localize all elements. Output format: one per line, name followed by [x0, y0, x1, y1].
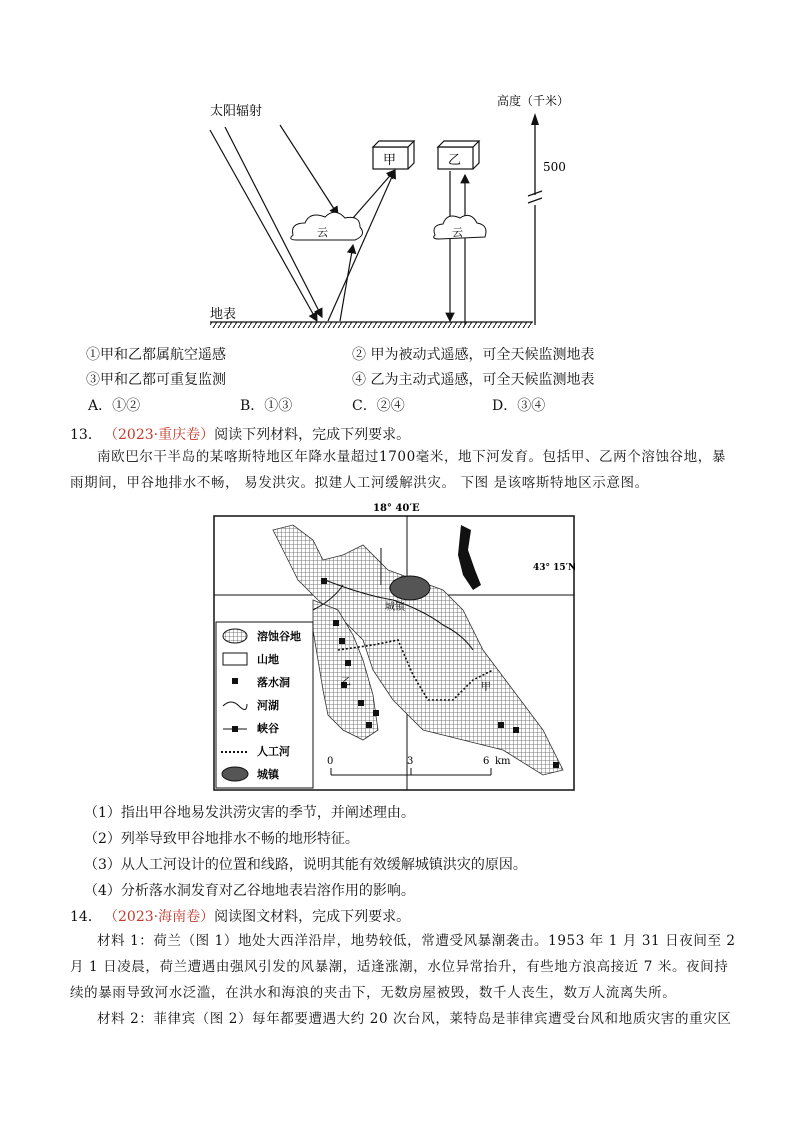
q14-material-2: 材料 2：菲律宾（图 2）每年都要遭遇大约 20 次台风，莱特岛是菲律宾遭受台风和地质灾害的重灾区: [97, 1011, 732, 1027]
height-scale-value: 500: [543, 160, 566, 174]
q14-material-1: 材料 1：荷兰（图 1）地处大西洋沿岸，地势较低，常遭受风暴潮袭击。1953 年 1 月 31 日夜间至 2 月 1 日凌晨，荷兰遭遇由强风引发的风暴潮，适逢涨潮，水位异常抬升，有些地方浪高接近 7 米。夜间持续的暴雨导致河水泛滥，在洪水和海浪的夹击下，无数房屋被毁，数千人丧生，数万人流离失所。: [70, 933, 736, 1001]
legend-karst-valley: 溶蚀谷地: [257, 630, 301, 643]
option-d[interactable]: D．③④: [492, 398, 546, 414]
cloud-right: [434, 215, 486, 239]
karst-map: [213, 500, 575, 792]
subquestion-3: （3）从人工河设计的位置和线路，说明其能有效缓解城镇洪灾的原因。: [84, 857, 527, 873]
subquestion-1: （1）指出甲谷地易发洪涝灾害的季节，并阐述理由。: [84, 805, 415, 821]
option-a[interactable]: A．①②: [88, 398, 141, 414]
legend-river-lake: 河湖: [257, 699, 279, 712]
subquestion-2: （2）列举导致甲谷地排水不畅的地形特征。: [84, 831, 359, 847]
satellite-yi: [438, 141, 479, 169]
svg-text:km: km: [495, 756, 511, 767]
solar-radiation-label: 太阳辐射: [210, 104, 263, 119]
svg-text:云: 云: [317, 226, 328, 239]
statement-2: ② 甲为被动式遥感，可全天候监测地表: [352, 347, 595, 363]
question-14-header: [70, 906, 410, 928]
town-label: 城镇: [385, 602, 405, 613]
ground-label: 地表: [210, 307, 237, 322]
svg-text:6: 6: [483, 756, 490, 767]
question-instruction: 阅读下列材料，完成下列要求。: [214, 427, 411, 443]
subquestion-4: （4）分析落水洞发育对乙谷地地表岩溶作用的影响。: [84, 883, 415, 899]
question-source: （2023·海南卷）: [104, 909, 215, 925]
svg-text:云: 云: [452, 226, 463, 239]
latitude-label: 43° 15′N: [533, 563, 575, 573]
longitude-label: 18° 40′E: [373, 503, 420, 514]
legend-artificial-river: 人工河: [257, 745, 290, 758]
height-axis-label: 高度（千米）: [497, 94, 570, 108]
map-legend: [216, 622, 313, 788]
statement-3: ③甲和乙都可重复监测: [86, 372, 226, 388]
legend-mountain: 山地: [257, 653, 279, 666]
svg-text:甲: 甲: [383, 153, 397, 168]
valley-yi-label: 乙: [341, 677, 351, 688]
statement-1: ①甲和乙都属航空遥感: [86, 347, 226, 363]
valley-jia-label: 甲: [481, 682, 491, 693]
legend-canyon: 峡谷: [257, 722, 279, 735]
question-number: 14．: [70, 909, 102, 925]
q13-material: 南欧巴尔干半岛的某喀斯特地区年降水量超过1700毫米，地下河发育。包括甲、乙两个溶蚀谷地，暴雨期间，甲谷地排水不畅， 易发洪灾。拟建人工河缓解洪灾。 下图 是该喀斯特地区示意图。: [70, 449, 726, 491]
cloud-left: [291, 212, 363, 240]
question-13-header: [70, 424, 410, 446]
svg-text:乙: 乙: [448, 153, 462, 168]
town: [390, 576, 430, 600]
svg-text:3: 3: [407, 756, 414, 767]
statement-4: ④ 乙为主动式遥感，可全天候监测地表: [352, 372, 595, 388]
option-c[interactable]: C．②④: [352, 398, 405, 414]
legend-town: 城镇: [257, 768, 279, 781]
remote-sensing-diagram: [195, 85, 595, 335]
satellite-jia: [373, 141, 414, 169]
question-number: 13．: [70, 427, 102, 443]
svg-text:0: 0: [327, 756, 334, 767]
question-source: （2023·重庆卷）: [104, 427, 215, 443]
legend-sinkhole: 落水洞: [257, 676, 290, 689]
option-b[interactable]: B．①③: [240, 398, 293, 414]
question-instruction: 阅读图文材料，完成下列要求。: [214, 909, 411, 925]
